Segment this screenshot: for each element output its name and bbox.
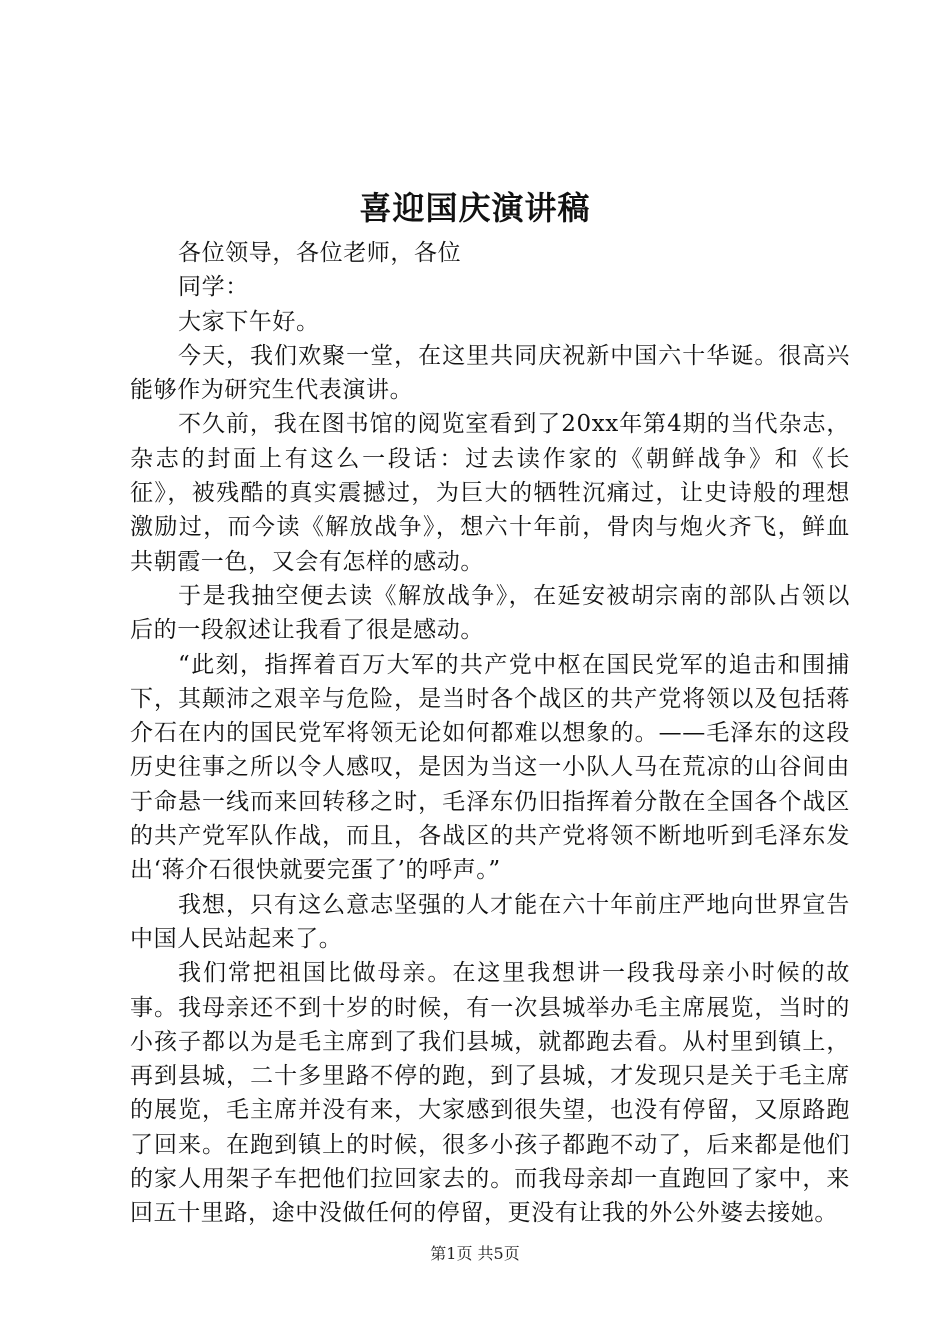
document-body — [130, 236, 850, 1231]
document-title: 喜迎国庆演讲稿 — [359, 189, 591, 227]
paragraph-1: 今天，我们欢聚一堂，在这里共同庆祝新中国六十华诞。很高兴能够作为研究生代表演讲。 — [130, 342, 850, 404]
paragraph-greeting-3: 大家下午好。 — [178, 308, 320, 335]
paragraph-3: 于是我抽空便去读《解放战争》，在延安被胡宗南的部队占领以后的一段叙述让我看了很是感动。 — [130, 582, 850, 644]
paragraph-2: 不久前，我在图书馆的阅览室看到了20xx年第4期的当代杂志，杂志的封面上有这么一段话：过去读作家的《朝鲜战争》和《长征》，被残酷的真实震撼过，为巨大的牺牲沉痛过，让史诗般的理想激励过，而今读《解放战争》，想六十年前，骨肉与炮火齐飞，鲜血共朝霞一色，又会有怎样的感动。 — [130, 411, 850, 575]
paragraph-greeting-1: 各位领导，各位老师，各位 — [178, 240, 462, 266]
paragraph-5: 我们常把祖国比做母亲。在这里我想讲一段我母亲小时候的故事。我母亲还不到十岁的时候，有一次县城举办毛主席展览，当时的小孩子都以为是毛主席到了我们县城，就都跑去看。从村里到镇上，再到县城，二十多里路不停的跑，到了县城，才发现只是关于毛主席的展览，毛主席并没有来，大家感到很失望，也没有停留，又原路跑了回来。在跑到镇上的时候，很多小孩子都跑不动了，后来都是他们的家人用架子车把他们拉回家去的。而我母亲却一直跑回了家中，来回五十里路，途中没做任何的停留，更没有让我的外公外婆去接她。 — [130, 960, 850, 1227]
paragraph-greeting-2: 同学： — [178, 274, 249, 301]
paragraph-quote: “此刻，指挥着百万大军的共产党中枢在国民党军的追击和围捕下，其颠沛之艰辛与危险，是当时各个战区的共产党将领以及包括蒋介石在内的国民党军将领无论如何都难以想象的。——毛泽东的这段历史往事之所以令人感叹，是因为当这一小队人马在荒凉的山谷间由于命悬一线而来回转移之时，毛泽东仍旧指挥着分散在全国各个战区的共产党军队作战，而且，各战区的共产党将领不断地听到毛泽东发出‘蒋介石很快就要完蛋了’的呼声。” — [130, 651, 850, 884]
paragraph-4: 我想，只有这么意志坚强的人才能在六十年前庄严地向世界宣告中国人民站起来了。 — [130, 891, 850, 952]
page-footer: 第1页 共5页 — [430, 1244, 520, 1263]
